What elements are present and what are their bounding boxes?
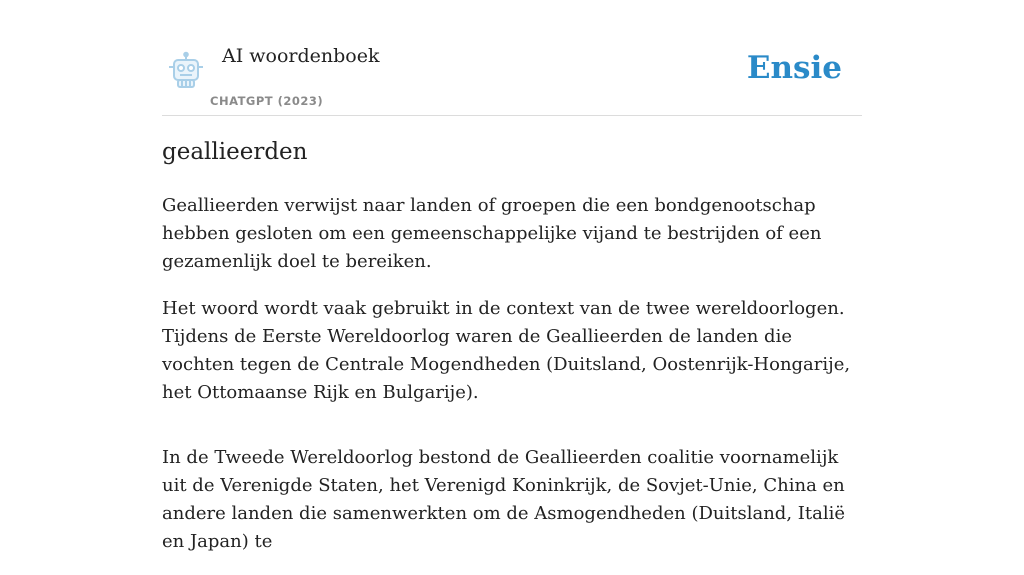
entry-definition	[162, 192, 862, 575]
source-title[interactable]: AI woordenboek	[222, 45, 380, 67]
content-column	[162, 0, 862, 552]
definition-paragraph: Het woord wordt vaak gebruikt in de context van de twee wereldoorlogen. Tijdens de Eerste Wereldoorlog waren de Geallieerden de landen die vochten tegen de Centrale Mogendheden (Duitsland, Oostenrijk-Hongarije, het Ottomaanse Rijk en Bulgarije).	[162, 298, 851, 403]
entry-headword: geallieerden	[162, 139, 308, 165]
source-header	[162, 0, 862, 116]
ensie-logo[interactable]: Ensie	[746, 50, 842, 86]
source-meta: CHATGPT (2023)	[210, 94, 324, 108]
definition-paragraph: Geallieerden verwijst naar landen of groepen die een bondgenootschap hebben gesloten om een gemeenschappelijke vijand te bestrijden of een gezamenlijk doel te bereiken.	[162, 195, 822, 272]
definition-paragraph: In de Tweede Wereldoorlog bestond de Geallieerden coalitie voornamelijk uit de Verenigde Staten, het Verenigd Koninkrijk, de Sovjet-Unie, China en andere landen die samenwerkten om de Asmogendheden (Duitsland, Italië en Japan) te	[162, 447, 846, 552]
robot-icon	[166, 52, 206, 90]
